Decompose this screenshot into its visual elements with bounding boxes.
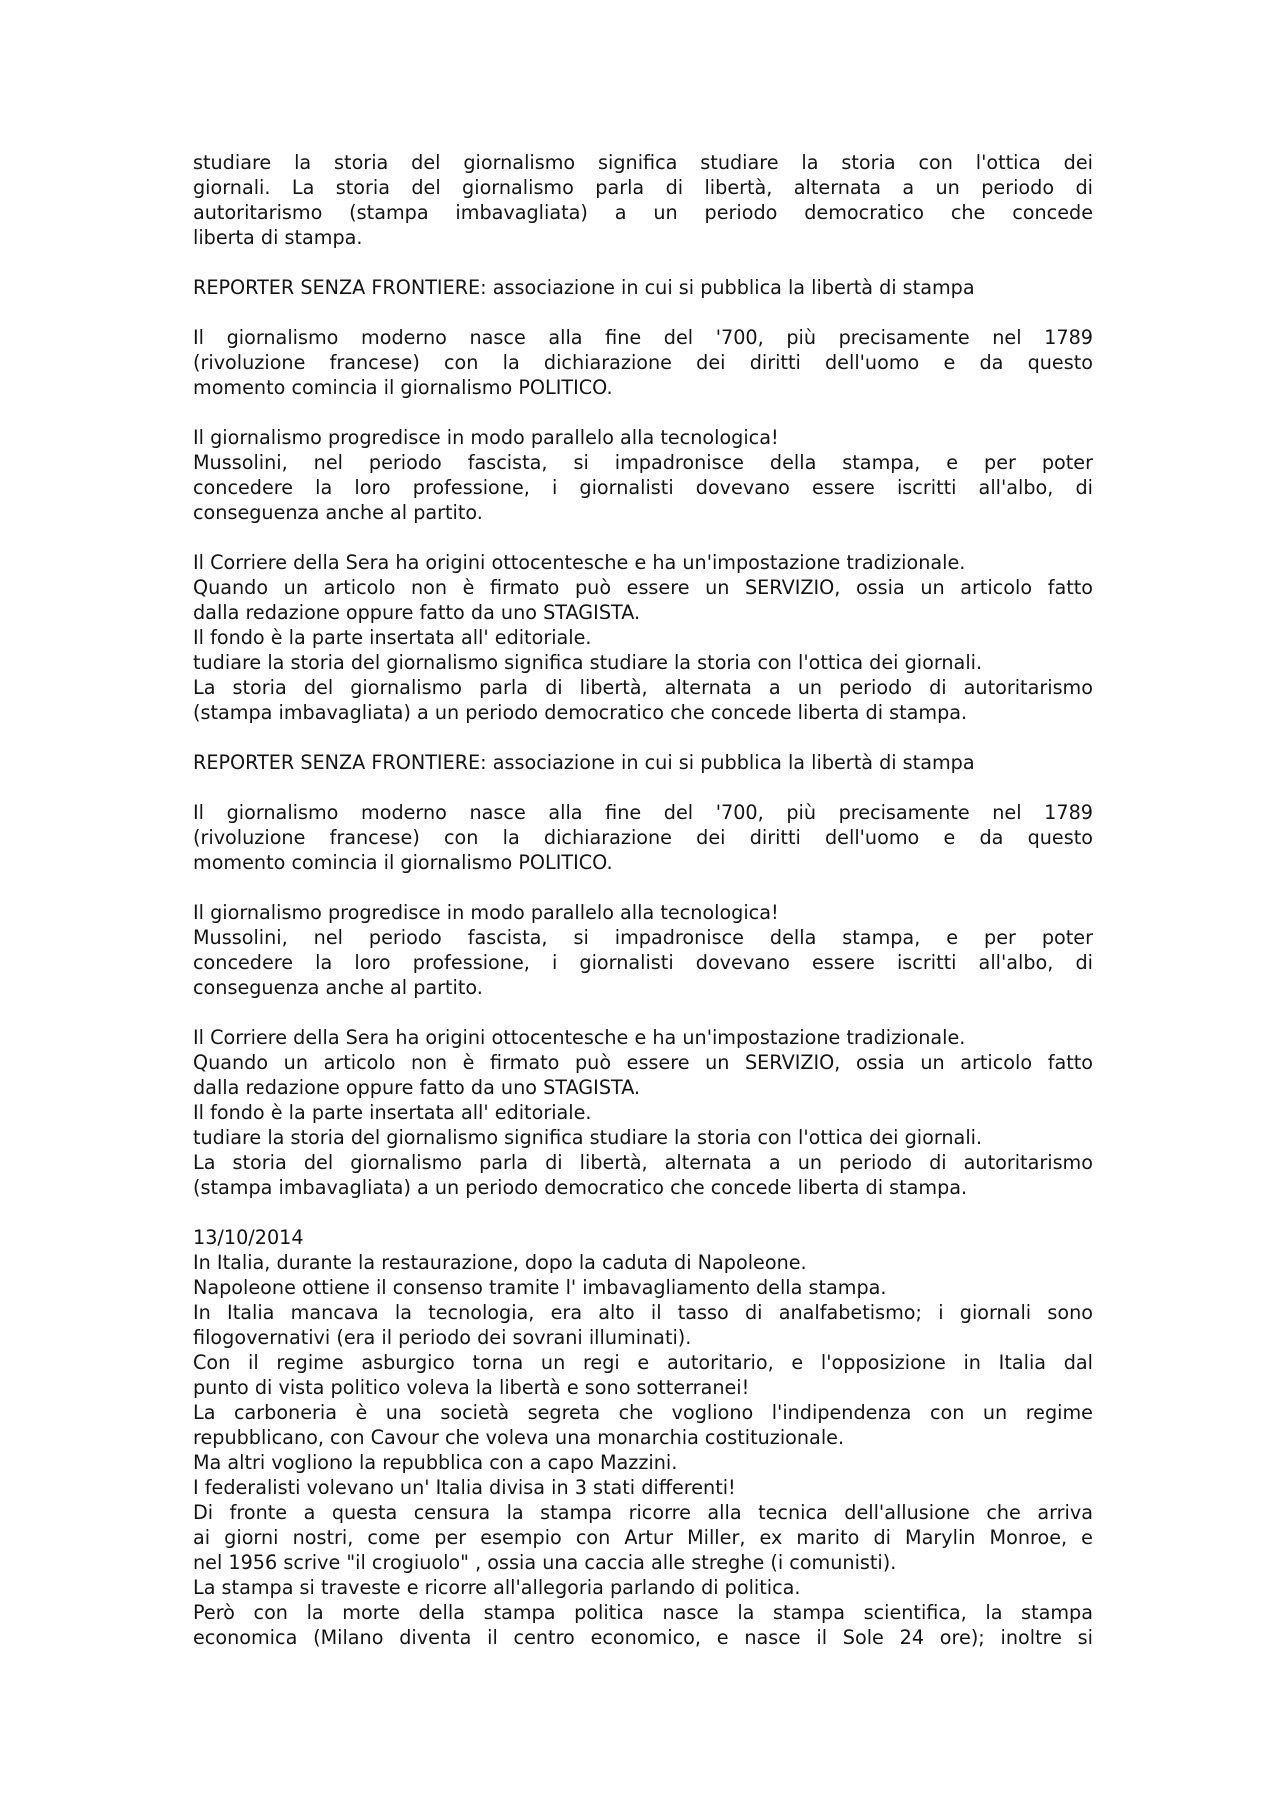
text-line: La storia del giornalismo parla di libertà, alternata a un periodo di autoritarismo [193, 1151, 1093, 1174]
text-line: concedere la loro professione, i giornalisti dovevano essere iscritti all'albo, di [193, 476, 1093, 499]
text-line: Il giornalismo moderno nasce alla fine del '700, più precisamente nel 1789 [193, 801, 1093, 824]
text-line: In Italia, durante la restaurazione, dopo la caduta di Napoleone. [193, 1251, 807, 1274]
text-line: Però con la morte della stampa politica nasce la stampa scientifica, la stampa [193, 1601, 1093, 1624]
text-line: repubblicano, con Cavour che voleva una monarchia costituzionale. [193, 1426, 845, 1449]
text-line: filogovernativi (era il periodo dei sovrani illuminati). [193, 1326, 692, 1349]
text-line: autoritarismo (stampa imbavagliata) a un periodo democratico che concede [193, 201, 1093, 224]
text-line: momento comincia il giornalismo POLITICO. [193, 851, 613, 874]
text-line: Il Corriere della Sera ha origini ottocentesche e ha un'impostazione tradizionale. [193, 1026, 966, 1049]
text-line: 13/10/2014 [193, 1226, 304, 1249]
text-line: nel 1956 scrive "il crogiuolo" , ossia una caccia alle streghe (i comunisti). [193, 1551, 897, 1574]
paragraph [193, 800, 1093, 875]
text-line: In Italia mancava la tecnologia, era alto il tasso di analfabetismo; i giornali sono [193, 1301, 1093, 1324]
text-line: Il Corriere della Sera ha origini ottocentesche e ha un'impostazione tradizionale. [193, 551, 966, 574]
text-line: momento comincia il giornalismo POLITICO. [193, 376, 613, 399]
text-line: dalla redazione oppure fatto da uno STAGISTA. [193, 1076, 641, 1099]
text-line: Mussolini, nel periodo fascista, si impadronisce della stampa, e per poter [193, 926, 1093, 949]
text-line: Quando un articolo non è firmato può essere un SERVIZIO, ossia un articolo fatto [193, 576, 1093, 599]
text-line: ai giorni nostri, come per esempio con Artur Miller, ex marito di Marylin Monroe, e [193, 1526, 1093, 1549]
text-line: Il giornalismo moderno nasce alla fine del '700, più precisamente nel 1789 [193, 326, 1093, 349]
text-line: punto di vista politico voleva la libertà e sono sotterranei! [193, 1376, 750, 1399]
text-line: tudiare la storia del giornalismo significa studiare la storia con l'ottica dei giornali. [193, 651, 983, 674]
text-line: giornali. La storia del giornalismo parla di libertà, alternata a un periodo di [193, 176, 1093, 199]
text-line: conseguenza anche al partito. [193, 976, 483, 999]
paragraph [193, 425, 1093, 525]
paragraph [193, 550, 1093, 725]
text-line: Mussolini, nel periodo fascista, si impadronisce della stampa, e per poter [193, 451, 1093, 474]
text-line: conseguenza anche al partito. [193, 501, 483, 524]
text-line: La storia del giornalismo parla di libertà, alternata a un periodo di autoritarismo [193, 676, 1093, 699]
text-line: La stampa si traveste e ricorre all'allegoria parlando di politica. [193, 1576, 801, 1599]
text-line: Ma altri vogliono la repubblica con a capo Mazzini. [193, 1451, 678, 1474]
text-line: (rivoluzione francese) con la dichiarazione dei diritti dell'uomo e da questo [193, 351, 1093, 374]
text-line: Di fronte a questa censura la stampa ricorre alla tecnica dell'allusione che arriva [193, 1501, 1093, 1524]
text-line: concedere la loro professione, i giornalisti dovevano essere iscritti all'albo, di [193, 951, 1093, 974]
text-line: (stampa imbavagliata) a un periodo democratico che concede liberta di stampa. [193, 1176, 968, 1199]
text-line: dalla redazione oppure fatto da uno STAGISTA. [193, 601, 641, 624]
text-line: liberta di stampa. [193, 226, 363, 249]
paragraph [193, 150, 1093, 250]
text-line: Il giornalismo progredisce in modo parallelo alla tecnologica! [193, 426, 779, 449]
text-line: tudiare la storia del giornalismo significa studiare la storia con l'ottica dei giornali. [193, 1126, 983, 1149]
text-line: economica (Milano diventa il centro economico, e nasce il Sole 24 ore); inoltre si [193, 1626, 1093, 1649]
text-line: Quando un articolo non è firmato può essere un SERVIZIO, ossia un articolo fatto [193, 1051, 1093, 1074]
text-line: Il fondo è la parte insertata all' editoriale. [193, 626, 592, 649]
text-line: Con il regime asburgico torna un regi e autoritario, e l'opposizione in Italia dal [193, 1351, 1093, 1374]
text-line: I federalisti volevano un' Italia divisa in 3 stati differenti! [193, 1476, 736, 1499]
text-line: La carboneria è una società segreta che vogliono l'indipendenza con un regime [193, 1401, 1093, 1424]
paragraph [193, 1225, 1093, 1650]
paragraph [193, 275, 1093, 300]
text-line: Il fondo è la parte insertata all' editoriale. [193, 1101, 592, 1124]
text-line: studiare la storia del giornalismo significa studiare la storia con l'ottica dei [193, 151, 1093, 174]
paragraph [193, 325, 1093, 400]
text-line: (rivoluzione francese) con la dichiarazione dei diritti dell'uomo e da questo [193, 826, 1093, 849]
paragraph [193, 750, 1093, 775]
text-line: REPORTER SENZA FRONTIERE: associazione in cui si pubblica la libertà di stampa [193, 276, 975, 299]
text-line: Napoleone ottiene il consenso tramite l' imbavagliamento della stampa. [193, 1276, 887, 1299]
document-page [193, 150, 1093, 1650]
text-line: REPORTER SENZA FRONTIERE: associazione in cui si pubblica la libertà di stampa [193, 751, 975, 774]
text-line: Il giornalismo progredisce in modo parallelo alla tecnologica! [193, 901, 779, 924]
text-line: (stampa imbavagliata) a un periodo democratico che concede liberta di stampa. [193, 701, 968, 724]
paragraph [193, 900, 1093, 1000]
paragraph [193, 1025, 1093, 1200]
